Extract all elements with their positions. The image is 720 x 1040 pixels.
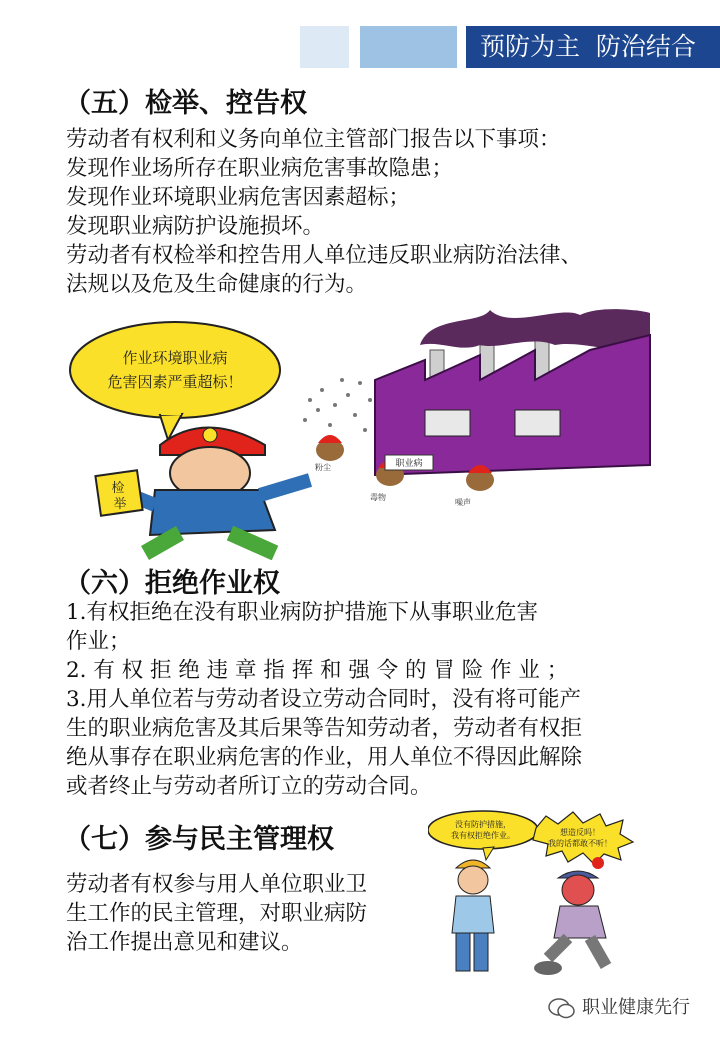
section5-title: （五）检举、控告权 bbox=[64, 88, 307, 119]
section7-body bbox=[66, 870, 367, 957]
section6-title: （六）拒绝作业权 bbox=[64, 568, 280, 599]
section7-title: （七）参与民主管理权 bbox=[64, 824, 334, 855]
smoke-label: 噪声 bbox=[455, 498, 471, 507]
refusal-illustration bbox=[428, 808, 668, 983]
section5-line: 劳动者有权利和义务向单位主管部门报告以下事项： bbox=[66, 127, 561, 152]
angry-text-line2: 我的话都敢不听！ bbox=[548, 839, 612, 848]
section6-line: 1.有权拒绝在没有职业病防护措施下从事职业危害 bbox=[66, 600, 539, 625]
factory-report-illustration bbox=[60, 305, 660, 560]
section5-line: 法规以及危及生命健康的行为。 bbox=[66, 272, 368, 297]
section6-line: 2. 有 权 拒 绝 违 章 指 挥 和 强 令 的 冒 险 作 业 ； bbox=[66, 658, 569, 683]
wechat-icon bbox=[548, 997, 576, 1019]
section5-body bbox=[66, 125, 582, 299]
section6-line: 生的职业病危害及其后果等告知劳动者，劳动者有权拒 bbox=[66, 716, 583, 741]
bubble-text-line2: 我有权拒绝作业。 bbox=[451, 831, 515, 840]
section5-line: 发现作业环境职业病危害因素超标； bbox=[66, 185, 411, 210]
header-banner: 预防为主 防治结合 bbox=[466, 26, 720, 68]
worker-icon bbox=[452, 860, 494, 971]
factory-window bbox=[515, 410, 560, 436]
report-card-text: 举 bbox=[113, 497, 127, 512]
watermark bbox=[548, 993, 708, 1023]
header-block-mid bbox=[360, 26, 457, 68]
bubble-text-line1: 没有防护措施， bbox=[455, 820, 511, 829]
bubble-text-line2: 危害因素严重超标！ bbox=[107, 373, 243, 391]
bubble-text-line1: 作业环境职业病 bbox=[122, 349, 228, 367]
report-card-text: 检 bbox=[111, 481, 125, 496]
factory-window bbox=[425, 410, 470, 436]
smoke-label: 粉尘 bbox=[315, 463, 331, 472]
section6-body bbox=[66, 598, 582, 801]
factory-icon bbox=[375, 335, 650, 475]
section7-line: 治工作提出意见和建议。 bbox=[66, 930, 303, 955]
header-block-light bbox=[300, 26, 349, 68]
section6-line: 绝从事存在职业病危害的作业，用人单位不得因此解除 bbox=[66, 745, 583, 770]
worker-icon bbox=[130, 428, 310, 554]
hazard-sign-text: 职业病 bbox=[395, 459, 423, 469]
section5-line: 发现作业场所存在职业病危害事故隐患； bbox=[66, 156, 454, 181]
section6-line: 或者终止与劳动者所订立的劳动合同。 bbox=[66, 774, 432, 799]
section7-line: 劳动者有权参与用人单位职业卫 bbox=[66, 872, 368, 897]
speech-bubble bbox=[428, 811, 538, 849]
section5-line: 劳动者有权检举和控告用人单位违反职业病防治法律、 bbox=[66, 243, 583, 268]
hazard-cloud-icon bbox=[303, 378, 372, 432]
section7-line: 生工作的民主管理，对职业病防 bbox=[66, 901, 368, 926]
section6-line: 3.用人单位若与劳动者设立劳动合同时，没有将可能产 bbox=[66, 687, 582, 712]
angry-text-line1: 想造反吗！ bbox=[560, 828, 600, 837]
smoke-label: 毒物 bbox=[370, 493, 386, 502]
angry-bubble-icon bbox=[533, 812, 633, 864]
bubble-tail bbox=[483, 847, 494, 860]
section6-line: 作业； bbox=[66, 629, 131, 654]
watermark-text: 职业健康先行 bbox=[582, 997, 690, 1018]
section5-line: 发现职业病防护设施损坏。 bbox=[66, 214, 325, 239]
manager-icon bbox=[534, 857, 606, 975]
